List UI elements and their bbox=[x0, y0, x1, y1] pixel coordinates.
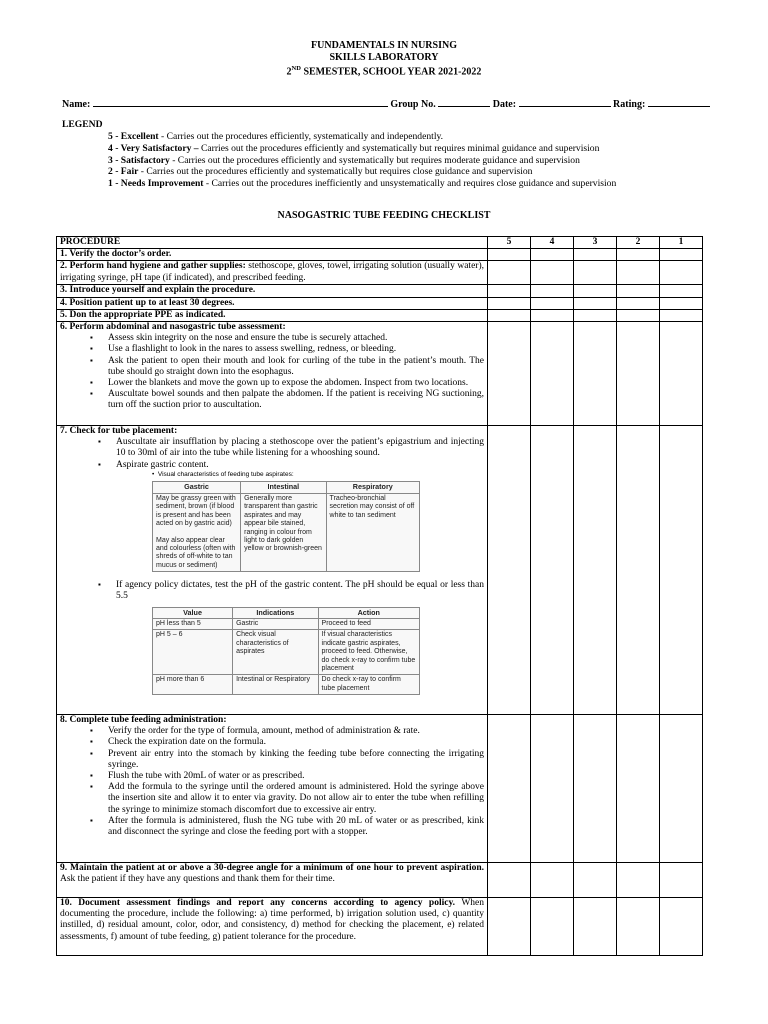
score-cell[interactable] bbox=[660, 426, 703, 715]
list-item: ▪ Aspirate gastric content. bbox=[116, 460, 484, 471]
score-cell[interactable] bbox=[488, 863, 531, 898]
date-label: Date: bbox=[492, 99, 517, 110]
ph-col-value: Value bbox=[153, 607, 233, 618]
score-cell[interactable] bbox=[488, 322, 531, 426]
list-item: ▪ Flush the tube with 20mL of water or as prescribed. bbox=[108, 771, 484, 782]
aspirate-col-gastric: Gastric bbox=[153, 482, 241, 493]
score-cell[interactable] bbox=[574, 426, 617, 715]
list-item: ▪ Add the formula to the syringe until the ordered amount is administered. Hold the syringe above the insertion site and allow it to enter via gravity. Do not allow air to enter the tube when refilling the syringe to minimize stomach discomfort due to excessive air entry. bbox=[108, 782, 484, 816]
aspirate-gastric-cell: May be grassy green with sediment, brown (if blood is present and has been acted on by gastric acid) May also appear clear and colourless (often with shreds of off-white to tan mucus or sediment) bbox=[153, 493, 241, 571]
score-cell[interactable] bbox=[617, 309, 660, 321]
score-cell[interactable] bbox=[488, 249, 531, 261]
table-row bbox=[57, 249, 703, 261]
score-cell[interactable] bbox=[617, 285, 660, 297]
ph-col-action: Action bbox=[318, 607, 419, 618]
score-cell[interactable] bbox=[617, 322, 660, 426]
list-item: ▪ Auscultate air insufflation by placing a stethoscope over the patient’s epigastrium and injecting 10 to 30ml of air into the tube while listening for a whooshing sound. bbox=[116, 437, 484, 459]
step-7-bullets bbox=[60, 437, 484, 471]
table-row bbox=[57, 898, 703, 956]
score-cell[interactable] bbox=[617, 249, 660, 261]
table-header-row bbox=[57, 237, 703, 249]
score-cell[interactable] bbox=[574, 715, 617, 863]
step-7-bullets-b bbox=[60, 580, 484, 602]
table-row bbox=[57, 715, 703, 863]
score-cell[interactable] bbox=[531, 426, 574, 715]
table-row bbox=[57, 426, 703, 715]
score-cell[interactable] bbox=[531, 297, 574, 309]
score-cell[interactable] bbox=[617, 863, 660, 898]
table-row bbox=[57, 285, 703, 297]
table-row bbox=[57, 863, 703, 898]
list-item: ▪ If agency policy dictates, test the pH of the gastric content. The pH should be equal or less than 5.5 bbox=[116, 580, 484, 602]
score-cell[interactable] bbox=[531, 715, 574, 863]
score-cell[interactable] bbox=[617, 715, 660, 863]
ph-row: pH 5 – 6 Check visual characteristics of aspirates If visual characteristics indicate gastric aspirates, proceed to feed. Otherwise, do check x-ray to confirm tube placement bbox=[153, 630, 420, 675]
score-cell[interactable] bbox=[660, 297, 703, 309]
score-cell[interactable] bbox=[531, 309, 574, 321]
step-3: 3. Introduce yourself and explain the procedure. bbox=[57, 285, 488, 297]
semester-line: 2ND SEMESTER, SCHOOL YEAR 2021-2022 bbox=[286, 65, 482, 78]
score-cell[interactable] bbox=[574, 285, 617, 297]
score-cell[interactable] bbox=[531, 261, 574, 285]
score-cell[interactable] bbox=[617, 261, 660, 285]
aspirate-intestinal-cell: Generally more transparent than gastric aspirates and may appear bile stained, ranging in colour from light to dark golden yellow or brownish-green bbox=[241, 493, 326, 571]
score-cell[interactable] bbox=[531, 285, 574, 297]
table-row bbox=[57, 322, 703, 426]
checklist-title: NASOGASTRIC TUBE FEEDING CHECKLIST bbox=[277, 210, 491, 221]
ph-table bbox=[152, 607, 420, 696]
col-score-2: 2 bbox=[617, 237, 660, 249]
score-cell[interactable] bbox=[574, 249, 617, 261]
score-cell[interactable] bbox=[531, 249, 574, 261]
score-cell[interactable] bbox=[660, 261, 703, 285]
list-item: ▪ Verify the order for the type of formula, amount, method of administration & rate. bbox=[108, 726, 484, 737]
list-item: ▪ Auscultate bowel sounds and then palpate the abdomen. If the patient is receiving NG suctioning, turn off the suction prior to auscultation. bbox=[108, 389, 484, 411]
aspirate-caption: • Visual characteristics of feeding tube aspirates: bbox=[152, 470, 294, 478]
score-cell[interactable] bbox=[488, 715, 531, 863]
score-cell[interactable] bbox=[574, 297, 617, 309]
table-row bbox=[57, 261, 703, 285]
step-6-bullets bbox=[60, 333, 484, 411]
score-cell[interactable] bbox=[488, 426, 531, 715]
list-item: ▪ Prevent air entry into the stomach by kinking the feeding tube before connecting the irrigating syringe. bbox=[108, 749, 484, 771]
score-cell[interactable] bbox=[574, 322, 617, 426]
score-cell[interactable] bbox=[488, 297, 531, 309]
step-8: 8. Complete tube feeding administration: ▪ Verify the order for the type of formula, amount, method of administration & rate. ▪ Check the expiration date on the formula. ▪ Prevent air entry into the stomach by kinking the feeding tube before connecting the irrigating syringe. ▪ Flush the tube with 20mL of water or as prescribed. ▪ Add the formula to the syringe until the ordered amount is administered. Hold the syringe above the insertion site and allow it to enter via gravity. Do not allow air to enter the tube when refilling the syringe to minimize stomach discomfort due to excessive air entry. ▪ After the formula is administered, flush the NG tube with 20 mL of water or as prescribed, kink and disconnect the syringe and close the feeding port with a stopper. bbox=[57, 715, 488, 863]
legend-title: LEGEND bbox=[62, 119, 103, 130]
group-field[interactable] bbox=[438, 97, 490, 107]
ph-row: pH more than 6 Intestinal or Respiratory Do check x-ray to confirm tube placement bbox=[153, 675, 420, 695]
legend-item: 4 - Very Satisfactory – Carries out the procedures efficiently and systematically but requires minimal guidance and supervision bbox=[108, 142, 600, 154]
score-cell[interactable] bbox=[574, 863, 617, 898]
score-cell[interactable] bbox=[660, 285, 703, 297]
list-item: ▪ Lower the blankets and move the gown up to expose the abdomen. Inspect from two locations. bbox=[108, 378, 484, 389]
document-header bbox=[0, 40, 768, 78]
name-field[interactable] bbox=[93, 97, 388, 107]
step-4: 4. Position patient up to at least 30 degrees. bbox=[57, 297, 488, 309]
score-cell[interactable] bbox=[617, 297, 660, 309]
student-info-row bbox=[62, 97, 726, 111]
score-cell[interactable] bbox=[488, 309, 531, 321]
list-item: ▪ Ask the patient to open their mouth and look for curling of the tube in the patient’s mouth. The tube should go straight down into the esophagus. bbox=[108, 356, 484, 378]
rating-field[interactable] bbox=[648, 97, 710, 107]
step-6: 6. Perform abdominal and nasogastric tube assessment: ▪ Assess skin integrity on the nose and ensure the tube is securely attached. ▪ Use a flashlight to look in the nares to assess swelling, redness, or bleeding. ▪ Ask the patient to open their mouth and look for curling of the tube in the patient’s mouth. The tube should go straight down into the esophagus. ▪ Lower the blankets and move the gown up to expose the abdomen. Inspect from two locations. ▪ Auscultate bowel sounds and then palpate the abdomen. If the patient is receiving NG suctioning, turn off the suction prior to auscultation. bbox=[57, 322, 488, 426]
col-score-5: 5 bbox=[488, 237, 531, 249]
score-cell[interactable] bbox=[660, 715, 703, 863]
score-cell[interactable] bbox=[488, 898, 531, 956]
score-cell[interactable] bbox=[531, 863, 574, 898]
list-item: ▪ Assess skin integrity on the nose and ensure the tube is securely attached. bbox=[108, 333, 484, 344]
legend-item: 5 - Excellent - Carries out the procedures efficiently, systematically and independently. bbox=[108, 131, 444, 143]
rating-label: Rating: bbox=[613, 99, 646, 110]
ph-row: pH less than 5 Gastric Proceed to feed bbox=[153, 618, 420, 629]
step-2: 2. Perform hand hygiene and gather supplies: stethoscope, gloves, towel, irrigating solution (usually water), irrigating syringe, pH tape (if indicated), and prescribed feeding. bbox=[57, 261, 488, 285]
lab-title: SKILLS LABORATORY bbox=[329, 51, 439, 63]
ph-col-indications: Indications bbox=[233, 607, 318, 618]
score-cell[interactable] bbox=[660, 322, 703, 426]
list-item: ▪ Use a flashlight to look in the nares to assess swelling, redness, or bleeding. bbox=[108, 344, 484, 355]
list-item: ▪ Check the expiration date on the formula. bbox=[108, 737, 484, 748]
score-cell[interactable] bbox=[660, 898, 703, 956]
score-cell[interactable] bbox=[660, 249, 703, 261]
aspirate-col-respiratory: Respiratory bbox=[326, 482, 419, 493]
course-title: FUNDAMENTALS IN NURSING bbox=[311, 40, 457, 51]
table-row bbox=[57, 309, 703, 321]
table-row bbox=[57, 297, 703, 309]
col-procedure: PROCEDURE bbox=[57, 237, 488, 249]
col-score-3: 3 bbox=[574, 237, 617, 249]
score-cell[interactable] bbox=[531, 322, 574, 426]
score-cell[interactable] bbox=[574, 309, 617, 321]
score-cell[interactable] bbox=[531, 898, 574, 956]
score-cell[interactable] bbox=[574, 898, 617, 956]
legend bbox=[62, 119, 722, 189]
step-10: 10. Document assessment findings and report any concerns according to agency policy. When documenting the procedure, include the following: a) time performed, b) irrigation solution used, c) quantity instilled, d) residual amount, color, odor, and consistency, d) method for checking the placement, e) related assessments, f) amount of tube feeding, g) patient tolerance for the procedure. bbox=[57, 898, 488, 956]
legend-item: 3 - Satisfactory - Carries out the procedures efficiently and systematically but requires moderate guidance and supervision bbox=[108, 154, 580, 166]
list-item: ▪ After the formula is administered, flush the NG tube with 20 mL of water or as prescribed, kink and disconnect the syringe and close the feeding port with a stopper. bbox=[108, 816, 484, 838]
step-5: 5. Don the appropriate PPE as indicated. bbox=[57, 309, 488, 321]
step-9: 9. Maintain the patient at or above a 30-degree angle for a minimum of one hour to prevent aspiration. Ask the patient if they have any questions and thank them for their time. bbox=[57, 863, 488, 898]
col-score-4: 4 bbox=[531, 237, 574, 249]
score-cell[interactable] bbox=[660, 309, 703, 321]
aspirate-table bbox=[152, 481, 420, 572]
step-7: 7. Check for tube placement: ▪ Auscultate air insufflation by placing a stethoscope over the patient’s epigastrium and injecting 10 to 30ml of air into the tube while listening for a whooshing sound. ▪ Aspirate gastric content. • Visual characteristics of feeding tube aspirates: Gastric Intestinal Respiratory May be grassy green with sediment, brown (if blood is present and has been acted on by gastric acid) May also appear clear and colourless (often with shreds of off-white to tan mucus or sediment) Generally more transparent than gastric aspirates and may appear bile stained, ranging in colour from light to dark golden yellow or brownish-green Tracheo-bronchial secretion may consist of off white to tan sediment ▪ If agency policy dictates, test the pH of the gastric content. The pH should be equal or less than 5.5 Value Indications Action pH less than 5 Gastric Proceed to feed pH 5 – 6 Check visual characteristics of aspirates If visual characteristics indicate gastric aspirates, proceed to feed. Otherwise, do check x-ray to confirm tube placement pH more than 6 Intestinal or Respiratory Do check x-ray to confirm tube placement bbox=[57, 426, 488, 715]
score-cell[interactable] bbox=[617, 426, 660, 715]
score-cell[interactable] bbox=[488, 261, 531, 285]
checklist-table bbox=[56, 236, 703, 956]
score-cell[interactable] bbox=[574, 261, 617, 285]
step-8-bullets bbox=[60, 726, 484, 838]
legend-item: 2 - Fair - Carries out the procedures efficiently and systematically but requires close guidance and supervision bbox=[108, 166, 533, 178]
group-label: Group No. bbox=[390, 99, 436, 110]
score-cell[interactable] bbox=[488, 285, 531, 297]
legend-item: 1 - Needs Improvement - Carries out the procedures inefficiently and unsystematically and requires close guidance and supervision bbox=[108, 177, 617, 189]
aspirate-col-intestinal: Intestinal bbox=[241, 482, 326, 493]
name-label: Name: bbox=[62, 99, 91, 110]
score-cell[interactable] bbox=[617, 898, 660, 956]
step-1: 1. Verify the doctor’s order. bbox=[57, 249, 488, 261]
date-field[interactable] bbox=[519, 97, 611, 107]
aspirate-respiratory-cell: Tracheo-bronchial secretion may consist of off white to tan sediment bbox=[326, 493, 419, 571]
col-score-1: 1 bbox=[660, 237, 703, 249]
score-cell[interactable] bbox=[660, 863, 703, 898]
